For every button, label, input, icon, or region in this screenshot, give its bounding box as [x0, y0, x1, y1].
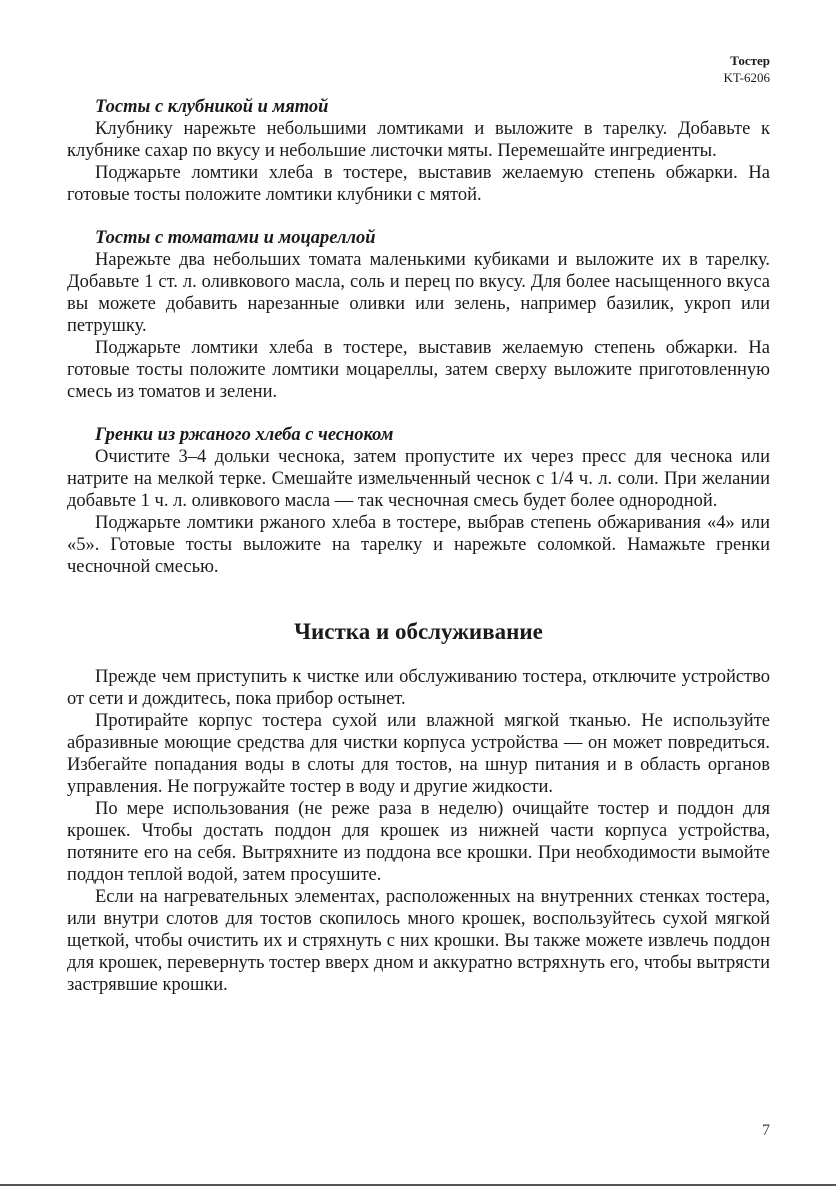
paragraph: Поджарьте ломтики хлеба в тостере, выставив желаемую степень обжарки. На готовые тосты положите ломтики клубники с мятой. [67, 163, 770, 205]
recipe-title: Гренки из ржаного хлеба с чесноком [95, 425, 394, 445]
paragraph: Протирайте корпус тостера сухой или влажной мягкой тканью. Не используйте абразивные моющие средства для чистки корпуса устройства — он может повредиться. Избегайте попадания воды в слоты для тостов, на шнур питания и в область органов управления. Не погружайте тостер в воду и другие жидкости. [67, 711, 770, 797]
page-content [67, 96, 770, 996]
product-name: Тостер [730, 53, 770, 68]
paragraph: По мере использования (не реже раза в неделю) очищайте тостер и поддон для крошек. Чтобы достать поддон для крошек из нижней части корпуса устройства, потяните его на себя. Вытряхните из поддона все крошки. При необходимости вымойте поддон теплой водой, затем просушите. [67, 799, 770, 885]
paragraph: Клубнику нарежьте небольшими ломтиками и выложите в тарелку. Добавьте к клубнике сахар по вкусу и небольшие листочки мяты. Перемешайте ингредиенты. [67, 119, 770, 161]
paragraph: Очистите 3–4 дольки чеснока, затем пропустите их через пресс для чеснока или натрите на мелкой терке. Смешайте измельченный чеснок с 1/4 ч. л. соли. При желании добавьте 1 ч. л. оливкового масла — так чесночная смесь будет более однородной. [67, 447, 770, 511]
paragraph: Нарежьте два небольших томата маленькими кубиками и выложите их в тарелку. Добавьте 1 ст. л. оливкового масла, соль и перец по вкусу. Для более насыщенного вкуса вы можете добавить нарезанные оливки или зелень, например базилик, укроп или петрушку. [67, 250, 770, 336]
recipe-title: Тосты с клубникой и мятой [95, 97, 329, 117]
page-bottom-border [0, 1184, 836, 1186]
recipe-strawberry [67, 96, 770, 206]
product-model: KT-6206 [723, 70, 770, 85]
cleaning-section [67, 666, 770, 996]
paragraph: Поджарьте ломтики хлеба в тостере, выставив желаемую степень обжарки. На готовые тосты положите ломтики моцареллы, затем сверху выложите приготовленную смесь из томатов и зелени. [67, 338, 770, 402]
section-title-cleaning: Чистка и обслуживание [294, 619, 543, 644]
paragraph: Если на нагревательных элементах, расположенных на внутренних стенках тостера, или внутри слотов для тостов скопилось много крошек, воспользуйтесь сухой мягкой щеткой, чтобы очистить их и стряхнуть с них крошки. Вы также можете извлечь поддон для крошек, перевернуть тостер вверх дном и аккуратно встряхнуть его, чтобы вытрясти застрявшие крошки. [67, 887, 770, 995]
recipe-title: Тосты с томатами и моцареллой [95, 228, 376, 248]
recipe-rye-garlic [67, 424, 770, 578]
recipe-tomato-mozzarella [67, 227, 770, 403]
paragraph: Прежде чем приступить к чистке или обслуживанию тостера, отключите устройство от сети и дождитесь, пока прибор остынет. [67, 667, 770, 709]
paragraph: Поджарьте ломтики ржаного хлеба в тостере, выбрав степень обжаривания «4» или «5». Готовые тосты выложите на тарелку и нарежьте соломкой. Намажьте гренки чесночной смесью. [67, 513, 770, 577]
page-header [724, 52, 770, 86]
page-number: 7 [762, 1122, 770, 1139]
